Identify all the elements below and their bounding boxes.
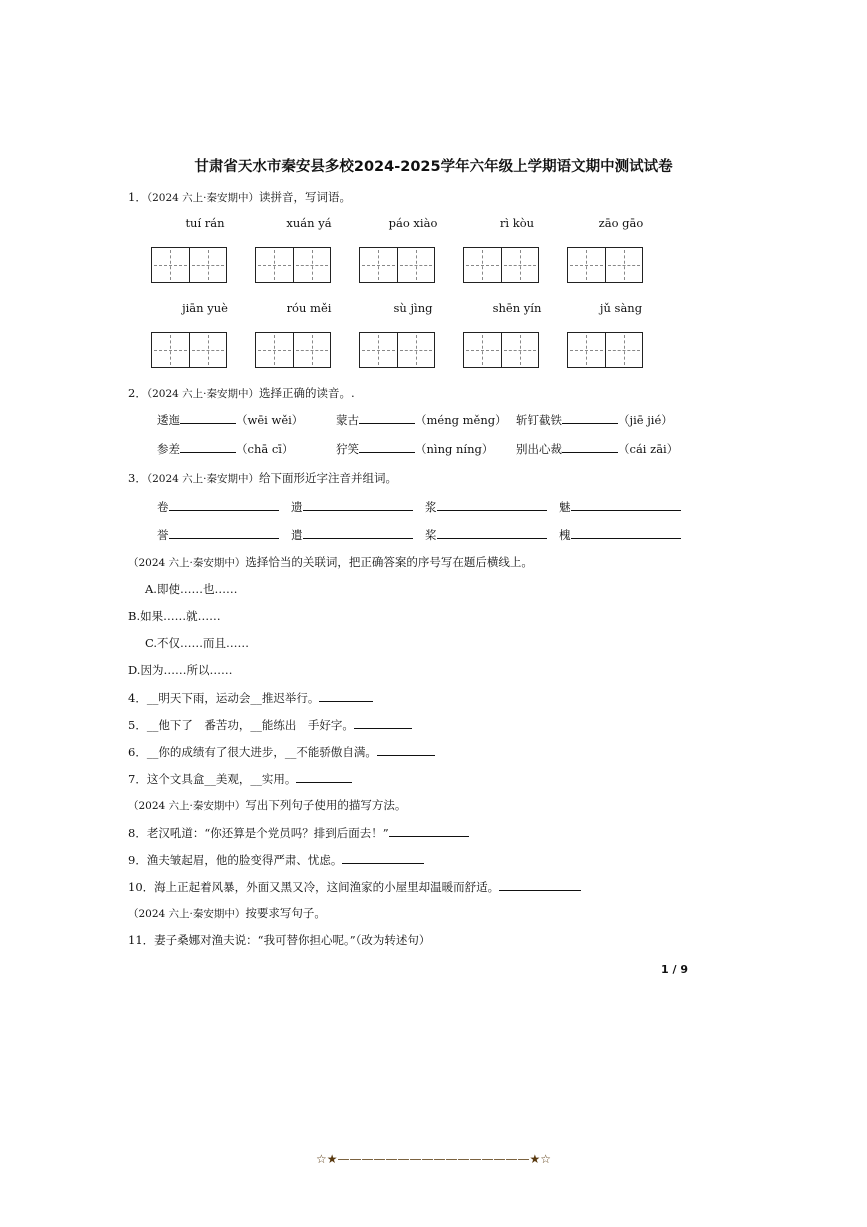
pinyin-label: tuí rán bbox=[185, 216, 225, 230]
question-11 bbox=[128, 932, 430, 948]
pinyin-label: jiān yuè bbox=[182, 301, 228, 315]
question-number: 4． bbox=[128, 691, 147, 705]
answer-blank[interactable] bbox=[359, 411, 415, 424]
choice-word: 蒙古 bbox=[336, 413, 359, 427]
answer-blank[interactable] bbox=[180, 440, 236, 453]
writing-box[interactable] bbox=[463, 247, 539, 283]
answer-blank[interactable] bbox=[319, 689, 373, 702]
question-text: 海上正起着风暴，外面又黑又冷，这间渔家的小屋里却温暖而舒适。 bbox=[154, 880, 500, 894]
writing-box[interactable] bbox=[255, 247, 331, 283]
reading-choice bbox=[336, 411, 507, 428]
page-title: 甘肃省天水市秦安县多校2024-2025学年六年级上学期语文期中测试试卷 bbox=[194, 159, 673, 175]
question-text: 老汉吼道：“你还算是个党员吗？排到后面去！” bbox=[146, 826, 389, 840]
pinyin-label: páo xiào bbox=[388, 216, 438, 230]
question-prompt: 给下面形近字注音并组词。 bbox=[258, 471, 397, 485]
option-a: A.即使……也…… bbox=[145, 582, 238, 596]
writing-box[interactable] bbox=[255, 332, 331, 368]
pinyin-label: sù jìng bbox=[393, 301, 433, 315]
section-description-header bbox=[128, 797, 406, 813]
answer-blank[interactable] bbox=[169, 498, 279, 511]
char-item bbox=[559, 498, 681, 515]
char: 桨 bbox=[425, 528, 437, 542]
choice-options: （jiē jié） bbox=[618, 413, 673, 427]
section-prompt: 写出下列句子使用的描写方法。 bbox=[245, 798, 407, 812]
question-text: 这个文具盒__美观，__实用。 bbox=[146, 772, 297, 786]
question-text: __他下了 番苦功，__能练出 手好字。 bbox=[146, 718, 354, 732]
question-number: 5． bbox=[128, 718, 147, 732]
char-item bbox=[157, 498, 279, 515]
section-prompt: 选择恰当的关联词，把正确答案的序号写在题后横线上。 bbox=[245, 555, 533, 569]
option-b: B.如果……就…… bbox=[128, 609, 221, 623]
answer-blank[interactable] bbox=[303, 498, 413, 511]
choice-options: （chā cī） bbox=[236, 442, 294, 456]
choice-word: 斩钉截铁 bbox=[516, 413, 562, 427]
section-source: （2024 六上·秦安期中） bbox=[128, 800, 246, 812]
choice-options: （nìng níng） bbox=[415, 442, 494, 456]
char: 魅 bbox=[559, 500, 571, 514]
choice-word: 参差 bbox=[157, 442, 180, 456]
question-text: 妻子桑娜对渔夫说：“我可替你担心呢。”（改为转述句） bbox=[154, 933, 431, 947]
pinyin-label: shēn yín bbox=[492, 301, 542, 315]
question-number: 1． bbox=[128, 190, 147, 204]
choice-word: 逶迤 bbox=[157, 413, 180, 427]
answer-blank[interactable] bbox=[562, 440, 618, 453]
question-source: （2024 六上·秦安期中） bbox=[146, 473, 259, 485]
question-number: 8． bbox=[128, 826, 147, 840]
pinyin-label: rì kòu bbox=[499, 216, 535, 230]
question-text: __你的成绩有了很大进步，__不能骄傲自满。 bbox=[146, 745, 377, 759]
answer-blank[interactable] bbox=[180, 411, 236, 424]
char: 誉 bbox=[157, 528, 169, 542]
question-source: （2024 六上·秦安期中） bbox=[146, 388, 259, 400]
pinyin-label: zāo gāo bbox=[598, 216, 644, 230]
section-rewrite-header bbox=[128, 905, 326, 921]
footer-decoration: ☆★————————————————★☆ bbox=[315, 1152, 552, 1166]
writing-box[interactable] bbox=[151, 332, 227, 368]
question-text: __明天下雨，运动会__推迟举行。 bbox=[146, 691, 320, 705]
question-number: 3． bbox=[128, 471, 147, 485]
question-prompt: 选择正确的读音。. bbox=[258, 386, 355, 400]
choice-word: 狞笑 bbox=[336, 442, 359, 456]
answer-blank[interactable] bbox=[437, 498, 547, 511]
writing-box[interactable] bbox=[151, 247, 227, 283]
answer-blank[interactable] bbox=[562, 411, 618, 424]
answer-blank[interactable] bbox=[342, 851, 424, 864]
answer-blank[interactable] bbox=[354, 716, 412, 729]
question-7 bbox=[128, 770, 352, 787]
answer-blank[interactable] bbox=[169, 526, 279, 539]
char-item bbox=[291, 498, 413, 515]
pinyin-label: róu měi bbox=[286, 301, 332, 315]
question-8 bbox=[128, 824, 469, 841]
section-source: （2024 六上·秦安期中） bbox=[128, 908, 246, 920]
question-number: 9． bbox=[128, 853, 147, 867]
question-source: （2024 六上·秦安期中） bbox=[146, 192, 259, 204]
question-text: 渔夫皱起眉，他的脸变得严肃、忧虑。 bbox=[146, 853, 343, 867]
reading-choice bbox=[157, 411, 303, 428]
question-1-header bbox=[128, 189, 351, 205]
answer-blank[interactable] bbox=[296, 770, 352, 783]
answer-blank[interactable] bbox=[359, 440, 415, 453]
char: 遣 bbox=[291, 528, 303, 542]
answer-blank[interactable] bbox=[389, 824, 469, 837]
pinyin-label: xuán yá bbox=[286, 216, 332, 230]
char: 遗 bbox=[291, 500, 303, 514]
page-number: 1 / 9 bbox=[661, 963, 688, 976]
writing-box[interactable] bbox=[567, 247, 643, 283]
choice-options: （cái zāi） bbox=[618, 442, 679, 456]
answer-blank[interactable] bbox=[571, 526, 681, 539]
char: 卷 bbox=[157, 500, 169, 514]
char-item bbox=[425, 526, 547, 543]
option-c: C.不仅……而且…… bbox=[145, 636, 250, 650]
question-number: 11． bbox=[128, 933, 155, 947]
choice-options: （wēi wěi） bbox=[236, 413, 304, 427]
section-prompt: 按要求写句子。 bbox=[245, 906, 326, 920]
question-6 bbox=[128, 743, 435, 760]
question-2-header bbox=[128, 385, 355, 401]
question-5 bbox=[128, 716, 412, 733]
answer-blank[interactable] bbox=[437, 526, 547, 539]
char-item bbox=[425, 498, 547, 515]
option-d: D.因为……所以…… bbox=[128, 663, 233, 677]
question-3-header bbox=[128, 470, 397, 486]
question-prompt: 读拼音，写词语。 bbox=[258, 190, 351, 204]
question-number: 7． bbox=[128, 772, 147, 786]
choice-options: （méng měng） bbox=[415, 413, 507, 427]
pinyin-label: jǔ sàng bbox=[599, 301, 643, 315]
choice-word: 别出心裁 bbox=[516, 442, 562, 456]
writing-box[interactable] bbox=[567, 332, 643, 368]
char-item bbox=[157, 526, 279, 543]
reading-choice bbox=[516, 411, 673, 428]
writing-box[interactable] bbox=[359, 332, 435, 368]
question-9 bbox=[128, 851, 424, 868]
question-10 bbox=[128, 878, 581, 895]
question-4 bbox=[128, 689, 373, 706]
reading-choice bbox=[336, 440, 493, 457]
question-number: 6． bbox=[128, 745, 147, 759]
answer-blank[interactable] bbox=[571, 498, 681, 511]
question-number: 10． bbox=[128, 880, 155, 894]
char: 槐 bbox=[559, 528, 571, 542]
char-item bbox=[559, 526, 681, 543]
writing-box[interactable] bbox=[463, 332, 539, 368]
section-conjunction-header bbox=[128, 554, 533, 570]
answer-blank[interactable] bbox=[303, 526, 413, 539]
section-source: （2024 六上·秦安期中） bbox=[128, 557, 246, 569]
reading-choice bbox=[516, 440, 678, 457]
question-number: 2． bbox=[128, 386, 147, 400]
char: 浆 bbox=[425, 500, 437, 514]
answer-blank[interactable] bbox=[499, 878, 581, 891]
reading-choice bbox=[157, 440, 293, 457]
writing-box[interactable] bbox=[359, 247, 435, 283]
char-item bbox=[291, 526, 413, 543]
answer-blank[interactable] bbox=[377, 743, 435, 756]
